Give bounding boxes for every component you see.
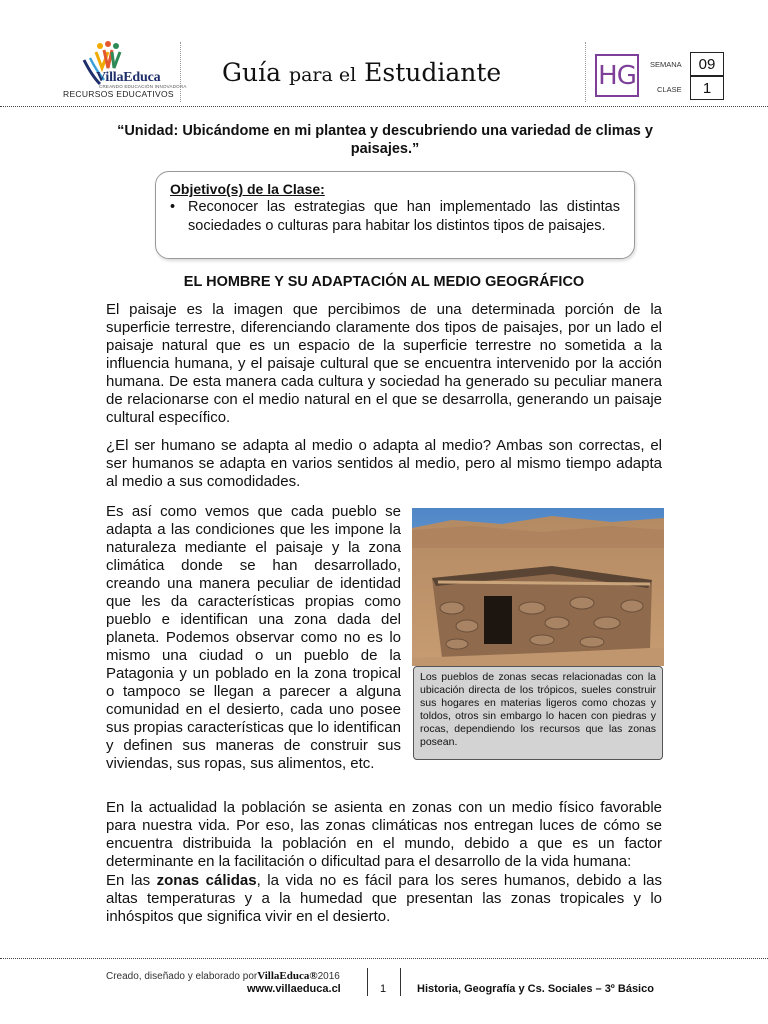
paragraph-text: , la vida no es fácil para los seres humanos, debido a las altas temperaturas y a la humedad que presentan las zonas tropicales y lo inhóspitos que significa vivir en el desierto. [106, 872, 663, 925]
objective-box [155, 171, 635, 259]
footer-website[interactable]: www.villaeduca.cl [247, 983, 341, 995]
header-divider [180, 42, 181, 102]
emphasis-zonas-calidas: zonas cálidas [156, 872, 257, 889]
objective-item [170, 198, 620, 236]
paragraph: Es así como vemos que cada pueblo se adapta a las condiciones que les impone la naturaleza mediante el paisaje y la zona climática donde se han desarrollado, creando una manera peculiar de identidad que les da características propias como pueblo e identifican una zona dada del planeta. Podemos observar como no es lo mismo una ciudad o un pueblo de la Patagonia y un poblado en la zona tropical o tampoco se llegan a parecer a alguna comunidad en el desierto, cada uno posee sus propias características que lo identifican y definen sus maneras de construir sus viviendas, sus ropas, sus alimentos, etc. [106, 503, 401, 772]
logo-subtitle: RECURSOS EDUCATIVOS [63, 89, 174, 99]
paragraph: El paisaje es la imagen que percibimos de una determinada porción de la superficie terrestre, diferenciando claramente dos tipos de paisajes, por un lado el paisaje natural que es un espacio de la superficie terrestre no sometida a la influencia humana, y el paisaje cultural que se encuentra intervenido por la acción humana. De esta manera cada cultura y sociedad ha generado su peculiar manera de relacionarse con el medio natural en el que se desarrolla, generando un paisaje cultural específico. [106, 301, 662, 426]
paragraph: ¿El ser humano se adapta al medio o adapta al medio? Ambas son correctas, el ser humanos se adapta en varios sentidos al medio, pero al mismo tiempo adapta al medio a sus comodidades. [106, 437, 662, 490]
footer-subject: Historia, Geografía y Cs. Sociales – 3º Básico [417, 983, 654, 995]
clase-label: CLASE [657, 85, 682, 94]
logo-name: VillaEduca [96, 70, 161, 85]
section-title: EL HOMBRE Y SU ADAPTACIÓN AL MEDIO GEOGRÁFICO [183, 274, 585, 290]
credit-text: Creado, diseñado y elaborado por [106, 971, 258, 982]
unit-title: “Unidad: Ubicándome en mi plantea y descubriendo una variedad de climas y paisajes.” [117, 123, 653, 157]
footer-divider [400, 968, 401, 996]
semana-label: SEMANA [650, 60, 682, 69]
header-divider [585, 42, 586, 102]
bullet-icon: • [170, 199, 176, 215]
footer-credit [106, 970, 340, 982]
objective-title: Objetivo(s) de la Clase: [170, 181, 325, 197]
title-word-estudiante: Estudiante [364, 58, 502, 87]
logo-tagline: CREANDO EDUCACIÓN INNOVADORA [99, 84, 187, 89]
title-word-para-el: para el [288, 64, 357, 86]
title-word-guia: Guía [222, 58, 281, 87]
stone-house-photo [412, 508, 664, 666]
footer-rule [0, 958, 768, 959]
footer-brand: VillaEduca® [257, 970, 318, 982]
objective-text: Reconocer las estrategias que han implementado las distintas sociedades o culturas para habitar los distintos tipos de paisajes. [188, 199, 620, 234]
paragraph [106, 872, 662, 926]
paragraph-text: En las [106, 872, 157, 889]
header-rule [0, 106, 768, 107]
photo-caption: Los pueblos de zonas secas relacionadas con la ubicación directa de los trópicos, sueles construir sus hogares en materias ligeros como chozas y toldos, otros sin embargo lo hacen con piedras y rocas, dependiendo los recursos que las zonas posean. [413, 666, 663, 760]
semana-value: 09 [690, 52, 724, 76]
footer-divider [367, 968, 368, 996]
page-title [222, 58, 501, 87]
clase-value: 1 [690, 76, 724, 100]
page-number: 1 [380, 983, 387, 995]
footer-year: 2016 [317, 971, 340, 982]
paragraph: En la actualidad la población se asienta en zonas con un medio físico favorable para nuestra vida. Por eso, las zonas climáticas nos entregan luces de cómo se encuentra distribuida la población en el mundo, debido a que es un factor determinante en la facilitación o dificultad para el desarrollo de la vida humana: [106, 799, 662, 870]
subject-badge: HG [595, 54, 639, 97]
